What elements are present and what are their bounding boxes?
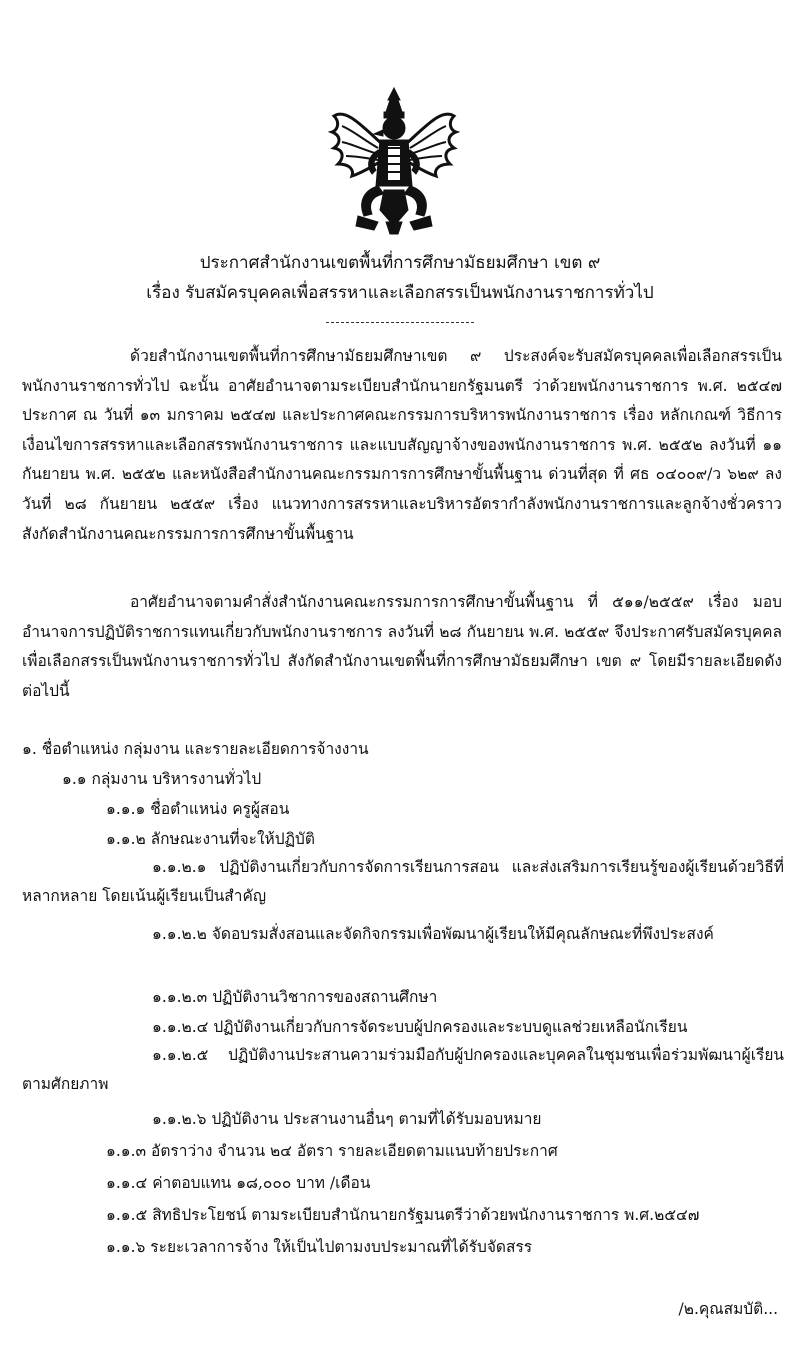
duty-2: ๑.๑.๒.๒ จัดอบรมสั่งสอนและจัดกิจกรรมเพื่อพัฒนาผู้เรียนให้มีคุณลักษณะที่พึงประสงค์ bbox=[152, 925, 714, 943]
section-1-1-5-benefits: ๑.๑.๕ สิทธิประโยชน์ ตามระเบียบสำนักนายกรัฐมนตรีว่าด้วยพนักงานราชการ พ.ศ.๒๕๔๗ bbox=[106, 1206, 700, 1224]
section-1-1-group: ๑.๑ กลุ่มงาน บริหารงานทั่วไป bbox=[62, 770, 262, 788]
paragraph-preamble: ด้วยสำนักงานเขตพื้นที่การศึกษามัธยมศึกษาเขต ๙ ประสงค์จะรับสมัครบุคคลเพื่อเลือกสรรเป็นพนักงานราชการทั่วไป ฉะนั้น อาศัยอำนาจตามระเบียบสำนักนายกรัฐมนตรี ว่าด้วยพนักงานราชการ พ.ศ. ๒๕๔๗ ประกาศ ณ วันที่ ๑๓ มกราคม ๒๕๔๗ และประกาศคณะกรรมการบริหารพนักงานราชการ เรื่อง หลักเกณฑ์ วิธีการเงื่อนไขการสรรหาและเลือกสรรพนักงานราชการ และแบบสัญญาจ้างของพนักงานราชการ พ.ศ. ๒๕๕๒ ลงวันที่ ๑๑ กันยายน พ.ศ. ๒๕๕๒ และหนังสือสำนักงานคณะกรรมการการศึกษาขั้นพื้นฐาน ด่วนที่สุด ที่ ศธ ๐๔๐๐๙/ว ๖๒๙ ลงวันที่ ๒๘ กันยายน ๒๕๕๙ เรื่อง แนวทางการสรรหาและบริหารอัตรากำลังพนักงานราชการและลูกจ้างชั่วคราว สังกัดสำนักงานคณะกรรมการการศึกษาขั้นพื้นฐาน bbox=[22, 347, 782, 543]
section-1-1-1-position: ๑.๑.๑ ชื่อตำแหน่ง ครูผู้สอน bbox=[106, 800, 290, 818]
section-1-1-6-duration: ๑.๑.๖ ระยะเวลาการจ้าง ให้เป็นไปตามงบประมาณที่ได้รับจัดสรร bbox=[106, 1238, 533, 1256]
announcement-title: ประกาศสำนักงานเขตพื้นที่การศึกษามัธยมศึกษา เขต ๙ bbox=[199, 253, 601, 273]
title-divider bbox=[326, 322, 474, 323]
duty-6: ๑.๑.๒.๖ ปฏิบัติงาน ประสานงานอื่นๆ ตามที่ได้รับมอบหมาย bbox=[152, 1110, 542, 1128]
continuation-marker: /๒.คุณสมบัติ... bbox=[678, 1300, 778, 1318]
duty-4: ๑.๑.๒.๔ ปฏิบัติงานเกี่ยวกับการจัดระบบผู้ปกครองและระบบดูแลช่วยเหลือนักเรียน bbox=[152, 1018, 688, 1036]
section-1-1-4-salary: ๑.๑.๔ ค่าตอบแทน ๑๘,๐๐๐ บาท /เดือน bbox=[106, 1174, 371, 1192]
duty-5: ๑.๑.๒.๕ ปฏิบัติงานประสานความร่วมมือกับผู้ปกครองและบุคคลในชุมชนเพื่อร่วมพัฒนาผู้เรียนตามศักยภาพ bbox=[22, 1046, 784, 1093]
duty-1: ๑.๑.๒.๑ ปฏิบัติงานเกี่ยวกับการจัดการเรียนการสอน และส่งเสริมการเรียนรู้ของผู้เรียนด้วยวิธีที่หลากหลาย โดยเน้นผู้เรียนเป็นสำคัญ bbox=[22, 858, 784, 905]
garuda-emblem-icon bbox=[328, 86, 460, 236]
announcement-subject: เรื่อง รับสมัครบุคคลเพื่อสรรหาและเลือกสรรเป็นพนักงานราชการทั่วไป bbox=[146, 283, 654, 303]
duty-3: ๑.๑.๒.๓ ปฏิบัติงานวิชาการของสถานศึกษา bbox=[152, 988, 438, 1006]
paragraph-authority: อาศัยอำนาจตามคำสั่งสำนักงานคณะกรรมการการศึกษาขั้นพื้นฐาน ที่ ๕๑๑/๒๕๕๙ เรื่อง มอบอำนาจการปฏิบัติราชการแทนเกี่ยวกับพนักงานราชการ ลงวันที่ ๒๘ กันยายน พ.ศ. ๒๕๕๙ จึงประกาศรับสมัครบุคคลเพื่อเลือกสรรเป็นพนักงานราชการทั่วไป สังกัดสำนักงานเขตพื้นที่การศึกษามัธยมศึกษา เขต ๙ โดยมีรายละเอียดดังต่อไปนี้ bbox=[22, 593, 782, 700]
section-1-heading: ๑. ชื่อตำแหน่ง กลุ่มงาน และรายละเอียดการจ้างงาน bbox=[22, 740, 369, 758]
section-1-1-2-duties-heading: ๑.๑.๒ ลักษณะงานที่จะให้ปฏิบัติ bbox=[106, 830, 315, 848]
section-1-1-3-vacancy: ๑.๑.๓ อัตราว่าง จำนวน ๒๔ อัตรา รายละเอียดตามแนบท้ายประกาศ bbox=[106, 1142, 558, 1160]
